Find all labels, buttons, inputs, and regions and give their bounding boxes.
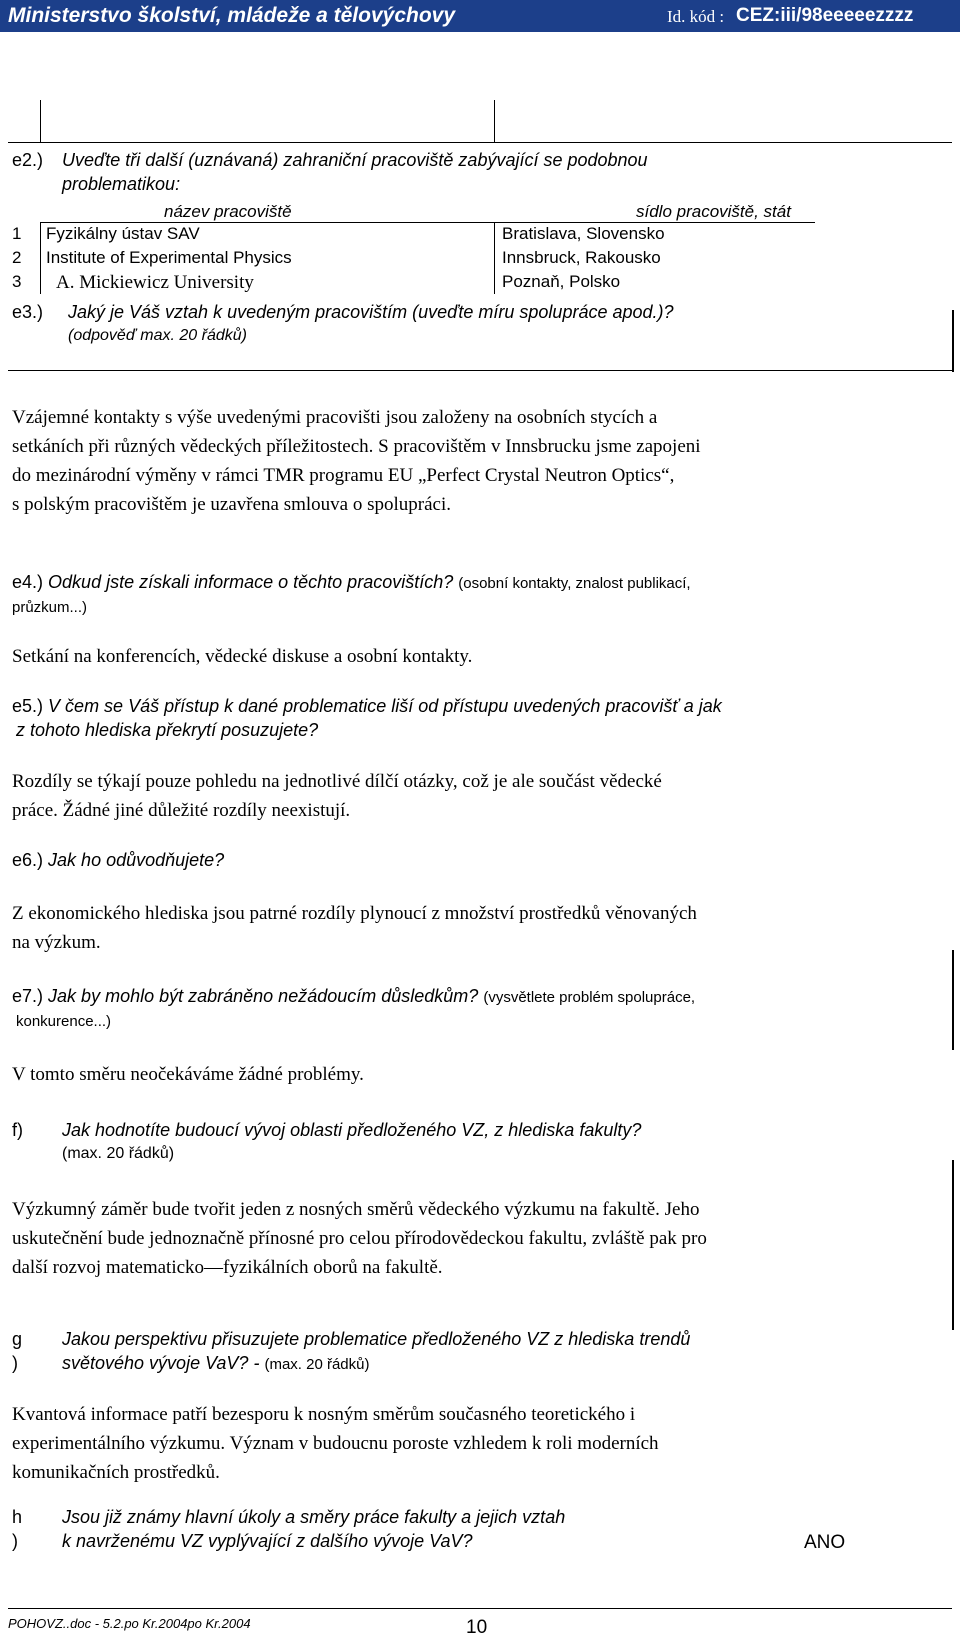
f-answer-line-1: Výzkumný záměr bude tvořit jeden z nosných směrů vědeckého výzkumu na fakultě. Jeho: [12, 1199, 700, 1220]
e3-right-border: [952, 310, 954, 372]
h-question-line-2: k navrženému VZ vyplývající z dalšího vývoje VaV?: [62, 1531, 473, 1551]
g-answer-line-1: Kvantová informace patří bezesporu k nosným směrům současného teoretického i: [12, 1404, 636, 1425]
e6-question-block: [12, 848, 224, 872]
id-code: CEZ:iii/98eeeeezzzz: [736, 5, 914, 26]
h-answer-value: ANO: [804, 1532, 846, 1553]
f-answer: [12, 1195, 942, 1282]
e2-label: e2.): [12, 150, 44, 170]
e2-row-1-number: 1: [12, 224, 22, 243]
g-question: [62, 1327, 934, 1377]
e5-answer-line-2: práce. Žádné jiné důležité rozdíly neexistují.: [12, 800, 351, 821]
e3-answer: [12, 403, 942, 519]
e2-row-1-seat: Bratislava, Slovensko: [502, 224, 665, 243]
e5-answer-line-1: Rozdíly se týkají pouze pohledu na jednotlivé dílčí otázky, což je ale součást vědecké: [12, 771, 662, 792]
e6-question: Jak ho odůvodňujete?: [48, 850, 225, 870]
g-question-line-1: Jakou perspektivu přisuzujete problematice předloženého VZ z hlediska trendů: [62, 1329, 691, 1349]
footer-filename: POHOVZ..doc - 5.2.po Kr.2004po Kr.2004: [8, 1616, 251, 1631]
top-divider: [8, 142, 952, 143]
top-cell-mid-border: [494, 100, 495, 142]
e4-question-block: [12, 570, 942, 620]
e4-note-line-1: (osobní kontakty, znalost publikací,: [458, 575, 691, 592]
g-answer: [12, 1400, 942, 1487]
e7-answer: V tomto směru neočekáváme žádné problémy.: [12, 1064, 364, 1085]
e7-right-border: [952, 950, 954, 1050]
g-label-line-2: ): [12, 1353, 18, 1373]
h-question-line-1: Jsou již známy hlavní úkoly a směry práce fakulty a jejich vztah: [62, 1507, 566, 1527]
e3-answer-line-2: setkáních při různých vědeckých příležitostech. S pracovištěm v Innsbrucku jsme zapojeni: [12, 436, 701, 457]
e2-table-mid-border: [494, 222, 495, 294]
ministry-title: Ministerstvo školství, mládeže a tělovýchovy: [8, 4, 456, 27]
e5-question-line-2: z tohoto hlediska překrytí posuzujete?: [16, 720, 319, 740]
f-answer-line-3: další rozvoj matematicko—fyzikálních oborů na fakultě.: [12, 1257, 443, 1278]
e5-label: e5.): [12, 696, 44, 716]
e3-divider: [8, 370, 952, 371]
e2-row-2-name: Institute of Experimental Physics: [46, 248, 292, 267]
e3-label: e3.): [12, 302, 44, 322]
e4-question: Odkud jste získali informace o těchto pracovištích?: [48, 572, 454, 592]
e2-table-left-border: [40, 222, 41, 294]
e2-row-3-name: A. Mickiewicz University: [56, 272, 254, 293]
e5-question-block: [12, 694, 942, 742]
e7-question-block: [12, 984, 942, 1034]
e7-note-line-1: (vysvětlete problém spolupráce,: [483, 989, 696, 1006]
e2-question: [62, 148, 942, 196]
e2-row-3-seat: Poznaň, Polsko: [502, 272, 621, 291]
e5-answer: [12, 767, 942, 825]
h-question: [62, 1505, 762, 1553]
g-label: [12, 1327, 22, 1375]
e4-label: e4.): [12, 572, 44, 592]
e6-answer: [12, 899, 942, 957]
f-right-border: [952, 1160, 954, 1330]
e6-answer-line-2: na výzkum.: [12, 932, 101, 953]
g-answer-line-2: experimentálního výzkumu. Význam v budoucnu poroste vzhledem k roli moderních: [12, 1433, 659, 1454]
footer-divider: [8, 1608, 952, 1609]
e7-question: Jak by mohlo být zabráněno nežádoucím důsledkům?: [48, 986, 479, 1006]
e4-answer: Setkání na konferencích, vědecké diskuse a osobní kontakty.: [12, 646, 473, 667]
e6-label: e6.): [12, 850, 44, 870]
e4-note-line-2: průzkum...): [12, 599, 88, 616]
e3-answer-line-4: s polským pracovištěm je uzavřena smlouva o spolupráci.: [12, 494, 452, 515]
e3-note: (odpověď max. 20 řádků): [68, 327, 247, 344]
e7-label: e7.): [12, 986, 44, 1006]
h-label-line-1: h: [12, 1507, 23, 1527]
e2-row-1-name: Fyzikálny ústav SAV: [46, 224, 200, 243]
g-label-line-1: g: [12, 1329, 23, 1349]
e2-row-2-seat: Innsbruck, Rakousko: [502, 248, 661, 267]
g-question-line-2: světového vývoje VaV? -: [62, 1353, 260, 1373]
e2-question-line-2: problematikou:: [62, 174, 181, 194]
h-label-line-2: ): [12, 1531, 18, 1551]
e3-answer-line-3: do mezinárodní výměny v rámci TMR programu EU „Perfect Crystal Neutron Optics“,: [12, 465, 675, 486]
e7-note-line-2: konkurence...): [16, 1013, 112, 1030]
f-label: f): [12, 1120, 23, 1140]
e2-row-2-number: 2: [12, 248, 22, 267]
top-cell-left-border: [40, 100, 41, 142]
f-note: (max. 20 řádků): [62, 1145, 175, 1162]
h-label: [12, 1505, 22, 1553]
f-answer-line-2: uskutečnění bude jednoznačně přínosné pro celou přírodovědeckou fakultu, zvláště pak pro: [12, 1228, 707, 1249]
e2-col-seat: sídlo pracoviště, stát: [636, 202, 791, 221]
page-number: 10: [466, 1617, 488, 1638]
e6-answer-line-1: Z ekonomického hlediska jsou patrné rozdíly plynoucí z množství prostředků věnovaných: [12, 903, 697, 924]
e3-question: Jaký je Váš vztah k uvedeným pracovištím (uveďte míru spolupráce apod.)?: [68, 302, 674, 322]
e5-question-line-1: V čem se Váš přístup k dané problematice liší od přístupu uvedených pracovišť a jak: [48, 696, 722, 716]
e2-row-3-number: 3: [12, 272, 22, 291]
f-question: Jak hodnotíte budoucí vývoj oblasti předloženého VZ, z hlediska fakulty?: [62, 1120, 642, 1140]
g-answer-line-3: komunikačních prostředků.: [12, 1462, 220, 1483]
e3-answer-line-1: Vzájemné kontakty s výše uvedenými pracovišti jsou založeny na osobních stycích a: [12, 407, 658, 428]
g-note: (max. 20 řádků): [264, 1356, 370, 1373]
e2-col-name: název pracoviště: [164, 202, 292, 221]
e2-question-line-1: Uveďte tři další (uznávaná) zahraniční pracoviště zabývající se podobnou: [62, 150, 648, 170]
id-label: Id. kód :: [667, 7, 725, 26]
